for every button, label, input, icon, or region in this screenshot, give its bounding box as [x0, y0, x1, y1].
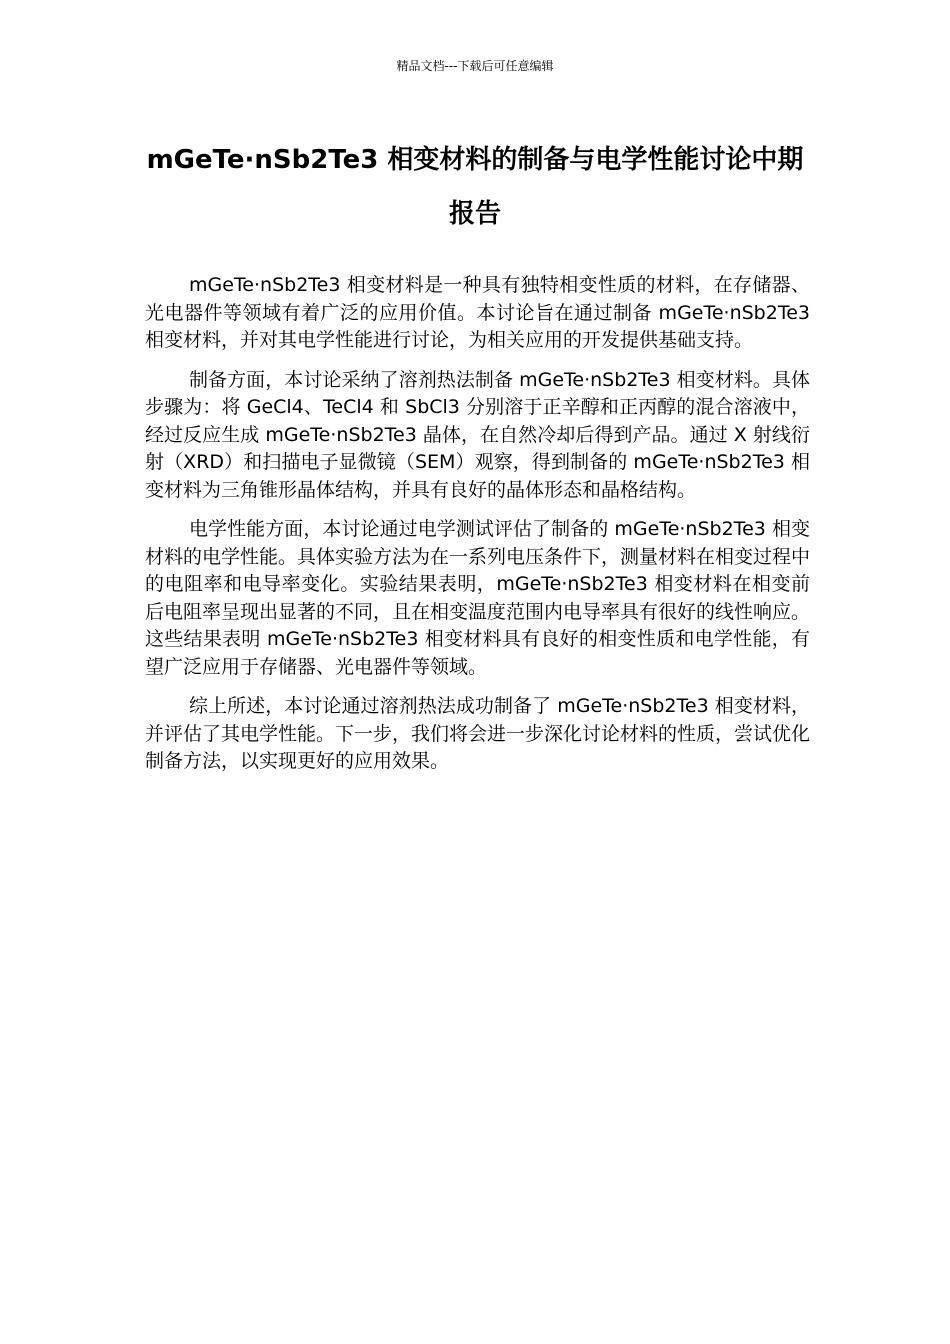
paragraph-electrical-performance: 电学性能方面，本讨论通过电学测试评估了制备的 mGeTe·nSb2Te3 相变材料的电学性能。具体实验方法为在一系列电压条件下，测量材料在相变过程中的电阻率和电导率变化。实验结果表明，mGeTe·nSb2Te3 相变材料在相变前后电阻率呈现出显著的不同，且在相变温度范围内电导率具有很好的线性响应。这些结果表明 mGeTe·nSb2Te3 相变材料具有良好的相变性质和电学性能，有望广泛应用于存储器、光电器件等领域。 [145, 518, 811, 678]
document-title: mGeTe·nSb2Te3 相变材料的制备与电学性能讨论中期报告 [146, 145, 804, 229]
paragraph-conclusion: 综上所述，本讨论通过溶剂热法成功制备了 mGeTe·nSb2Te3 相变材料，并评估了其电学性能。下一步，我们将会进一步深化讨论材料的性质，尝试优化制备方法，以实现更好的应用效果。 [145, 695, 811, 772]
paragraph-intro: mGeTe·nSb2Te3 相变材料是一种具有独特相变性质的材料，在存储器、光电器件等领域有着广泛的应用价值。本讨论旨在通过制备 mGeTe·nSb2Te3 相变材料，并对其电学性能进行讨论，为相关应用的开发提供基础支持。 [145, 274, 810, 351]
page-header-note: 精品文档---下载后可任意编辑 [396, 59, 554, 73]
paragraph-preparation: 制备方面，本讨论采纳了溶剂热法制备 mGeTe·nSb2Te3 相变材料。具体步骤为：将 GeCl4、TeCl4 和 SbCl3 分别溶于正辛醇和正丙醇的混合溶液中，经过反应生成 mGeTe·nSb2Te3 晶体，在自然冷却后得到产品。通过 X 射线衍射（XRD）和扫描电子显微镜（SEM）观察，得到制备的 mGeTe·nSb2Te3 相变材料为三角锥形晶体结构，并具有良好的晶体形态和晶格结构。 [145, 368, 810, 501]
document-body [145, 272, 810, 788]
